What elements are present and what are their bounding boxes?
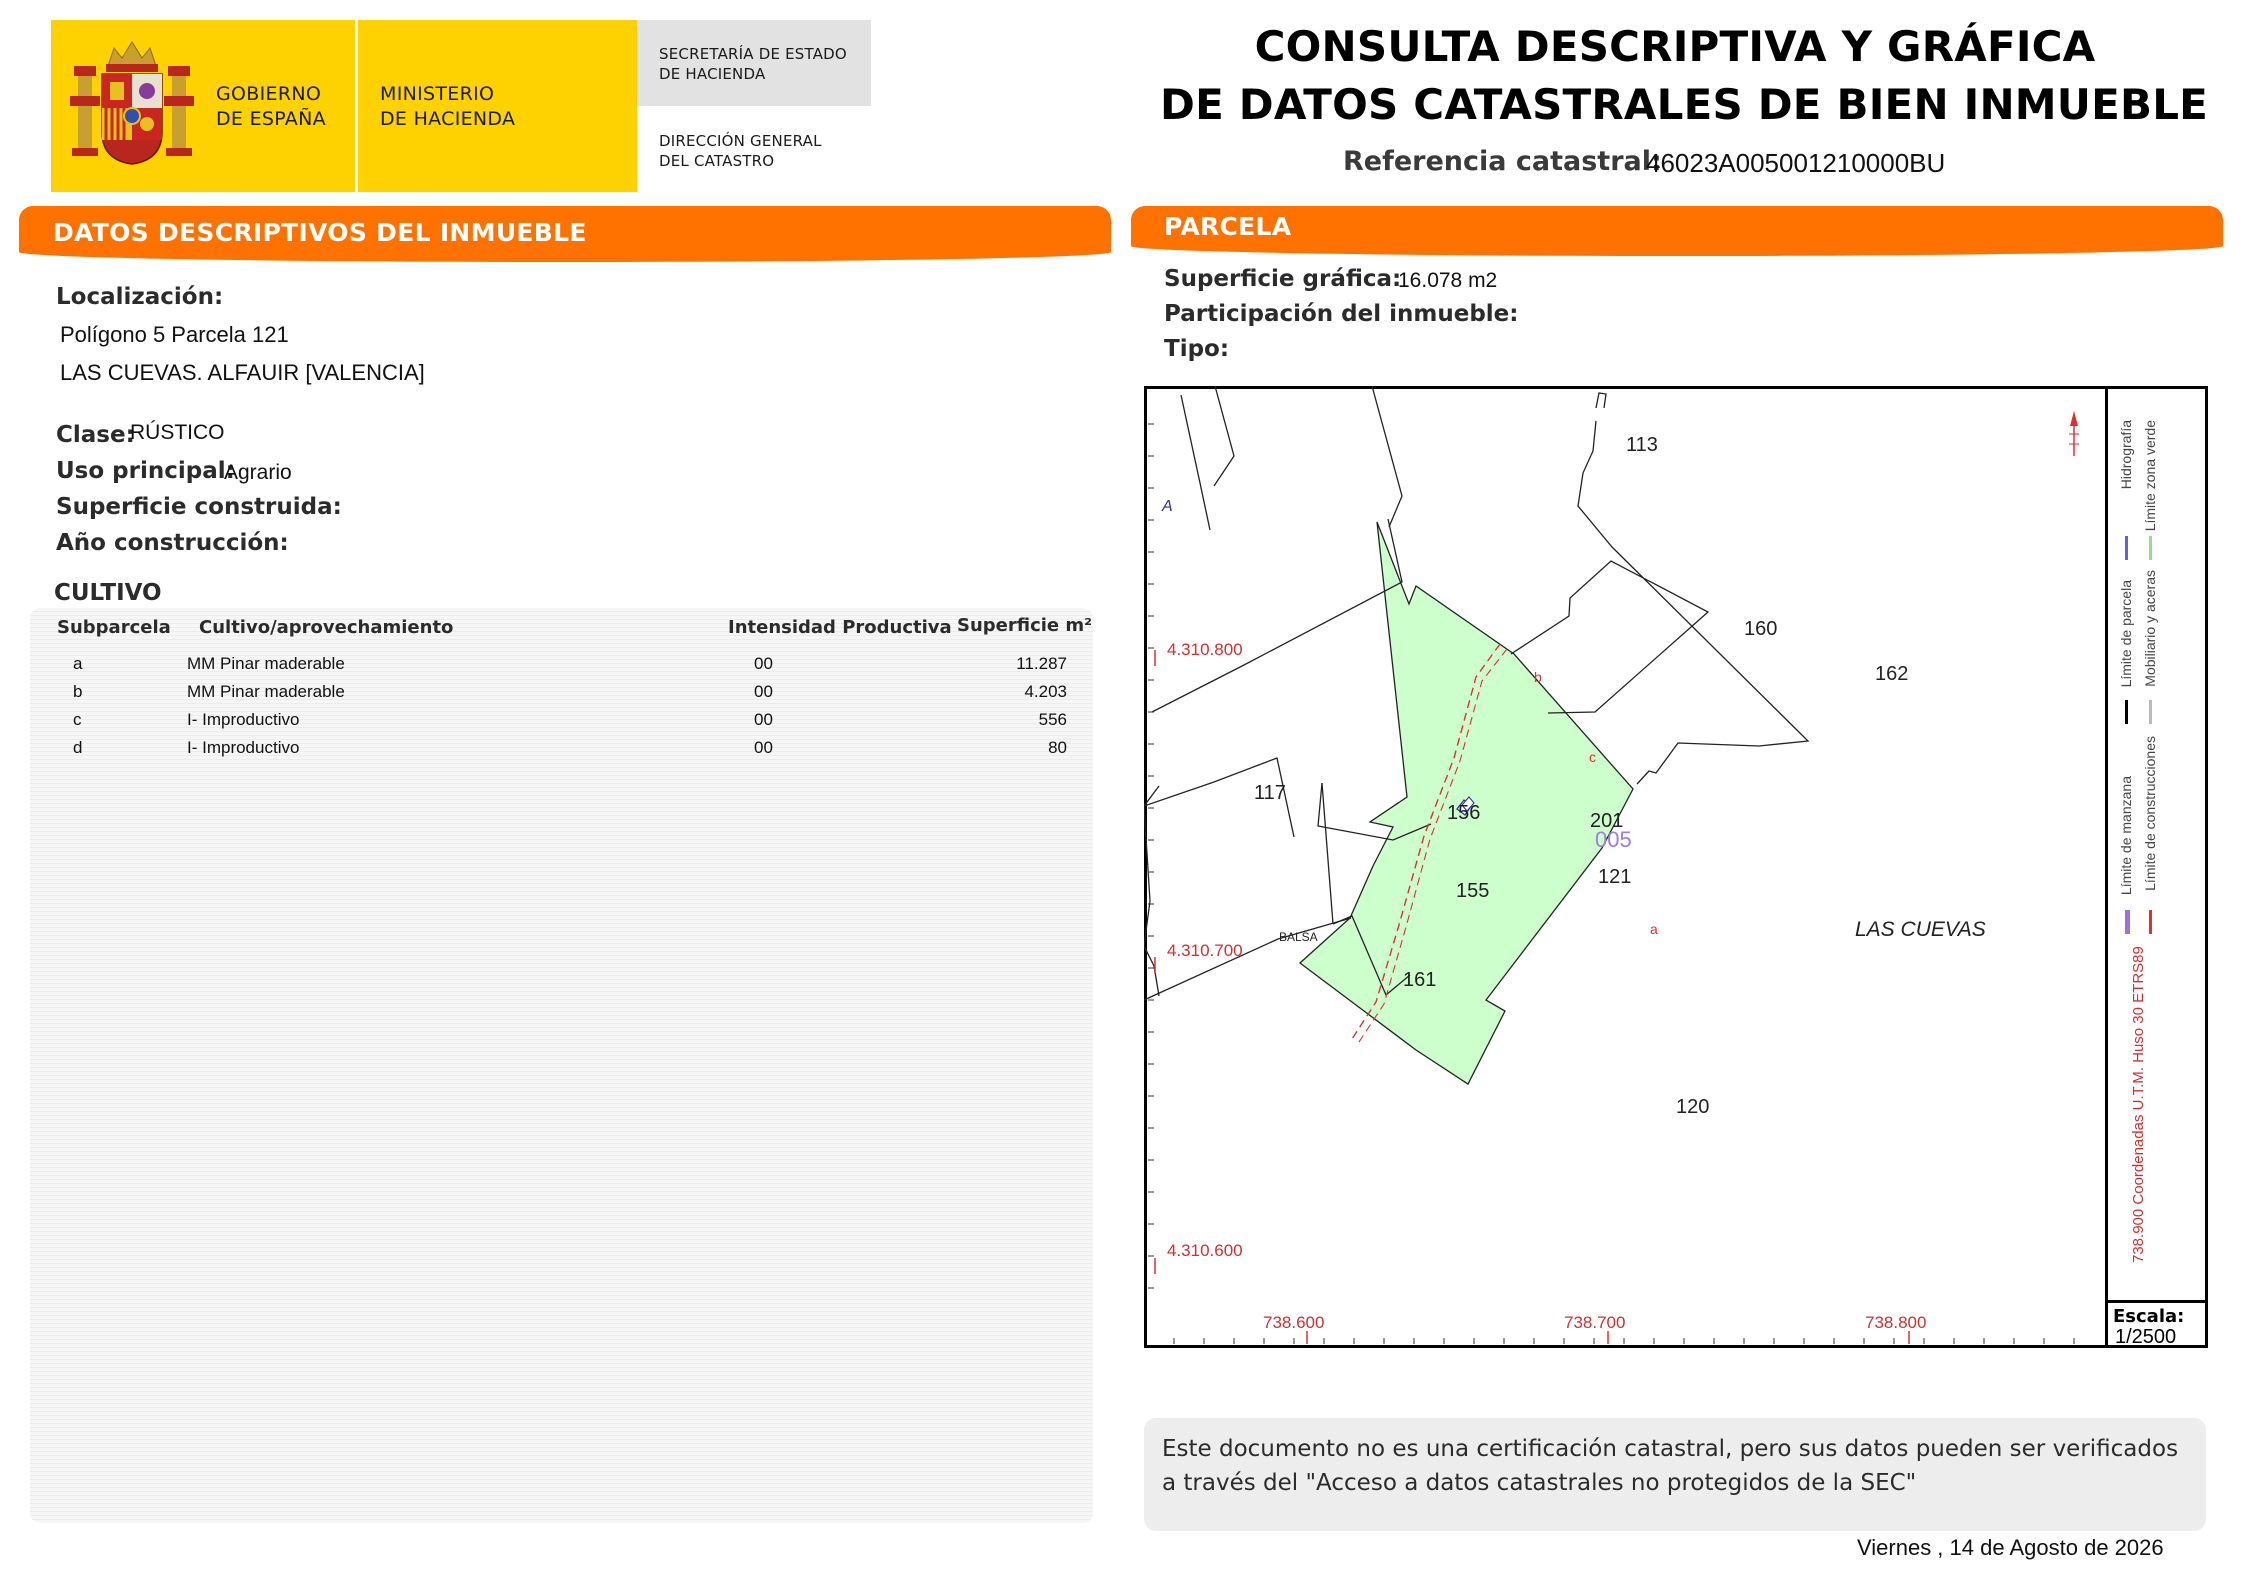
cadastral-reference-value: 46023A005001210000BU	[1646, 148, 1946, 178]
subparcel-b-label: b	[1534, 669, 1542, 685]
datos-section-title: DATOS DESCRIPTIVOS DEL INMUEBLE	[53, 218, 587, 247]
parcel-120-label: 120	[1676, 1096, 1710, 1118]
clase-value: RÚSTICO	[130, 421, 225, 444]
boundary-upper-left	[1152, 519, 1402, 712]
cultivo-title: CULTIVO	[54, 580, 162, 606]
document-title-line1: CONSULTA DESCRIPTIVA Y GRÁFICA	[1254, 22, 2096, 71]
cadastral-reference-label: Referencia catastral:	[1343, 146, 1662, 177]
localizacion-line1: Polígono 5 Parcela 121	[60, 322, 289, 347]
legend-divider	[2105, 386, 2108, 1348]
tipo-label: Tipo:	[1164, 336, 1230, 362]
easting-label-700: 738.700	[1564, 1313, 1626, 1332]
row-c-subparcela: c	[73, 710, 82, 729]
uso-principal-label: Uso principal:	[56, 458, 235, 484]
localizacion-label: Localización:	[56, 284, 224, 310]
legend-label-mobiliario: Mobiliario y aceras	[2142, 570, 2158, 687]
parcela-section-title: PARCELA	[1164, 212, 1292, 241]
legend-swatch-mobiliario	[2149, 700, 2152, 724]
government-name: GOBIERNO DE ESPAÑA	[216, 83, 326, 130]
boundary-parcel-162	[1578, 421, 1808, 784]
legend-swatch-zona-verde	[2149, 536, 2152, 560]
escala-label: Escala:	[2113, 1306, 2185, 1327]
parcel-162-label: 162	[1875, 663, 1909, 685]
corner-label: A	[1162, 498, 1173, 515]
col-header-intensidad: Intensidad Productiva	[728, 617, 952, 638]
row-a-intensidad: 00	[754, 654, 773, 673]
legend-item-manzana	[2118, 776, 2144, 900]
coord-system-item	[2130, 946, 2156, 1263]
parcel-121-label: 121	[1598, 866, 1632, 888]
boundary-113-top	[1181, 395, 1210, 530]
coord-system-label: 738.900 Coordenadas U.T.M. Huso 30 ETRS89	[2130, 946, 2147, 1263]
row-b-subparcela: b	[73, 682, 83, 701]
legend-label-zona-verde: Límite zona verde	[2142, 420, 2158, 532]
ministry-name: MINISTERIO DE HACIENDA	[380, 83, 516, 130]
subparcel-a-label: a	[1650, 921, 1658, 937]
boundary-left-edge	[1144, 786, 1159, 996]
legend-label-hidrografia: Hidrografía	[2118, 420, 2134, 490]
document-date: Viernes , 14 de Agosto de 2026	[1857, 1535, 2164, 1560]
legend-item-construcciones	[2142, 736, 2168, 900]
legend-swatch-manzana	[2125, 910, 2130, 934]
parcel-156-label: 156	[1447, 802, 1481, 824]
parcel-113-label: 113	[1626, 434, 1658, 456]
row-b-cultivo: MM Pinar maderable	[187, 682, 345, 701]
participacion-label: Participación del inmueble:	[1164, 301, 1519, 327]
logo-divider	[355, 20, 358, 192]
row-d-cultivo: I- Improductivo	[187, 738, 300, 757]
legend-label-construcciones: Límite de construcciones	[2142, 736, 2158, 891]
boundary-top-notch	[1596, 393, 1606, 408]
easting-label-600: 738.600	[1263, 1313, 1325, 1332]
row-a-subparcela: a	[73, 654, 83, 673]
legend-swatch-construcciones	[2149, 910, 2152, 934]
superficie-grafica-label: Superficie gráfica:	[1164, 266, 1402, 292]
escala-value: 1/2500	[2115, 1326, 2177, 1348]
legend-item-mobiliario	[2142, 570, 2168, 690]
disclaimer-text: Este documento no es una certificación catastral, pero sus datos pueden ser verificados a través del "Acceso a datos catastrales no protegidos de la SEC"	[1162, 1436, 2179, 1496]
parcela-section-header	[1131, 206, 2223, 246]
row-b-superficie: 4.203	[1024, 682, 1067, 701]
easting-label-800: 738.800	[1865, 1313, 1927, 1332]
escala-divider	[2105, 1300, 2208, 1303]
row-c-intensidad: 00	[754, 710, 773, 729]
legend-label-parcela: Límite de parcela	[2118, 580, 2134, 688]
subparcel-c-label: c	[1589, 749, 1596, 765]
north-arrow-icon	[2069, 411, 2079, 456]
boundary-parcel-156-155	[1322, 783, 1333, 924]
secretariat-name: SECRETARÍA DE ESTADO DE HACIENDA	[659, 45, 847, 83]
col-header-subparcela: Subparcela	[57, 617, 171, 638]
localizacion-line2: LAS CUEVAS. ALFAUIR [VALENCIA]	[60, 360, 425, 385]
left-ruler	[1148, 424, 1154, 1288]
legend-swatch-hidrografia	[2125, 536, 2128, 560]
anio-construccion-label: Año construcción:	[56, 530, 289, 556]
northing-label-700: 4.310.700	[1167, 941, 1243, 960]
boundary-113-left	[1214, 386, 1234, 486]
superficie-grafica-value: 16.078 m2	[1398, 269, 1498, 292]
parcel-201-label: 201	[1590, 810, 1624, 832]
uso-principal-value: Agrario	[224, 461, 292, 484]
parcel-117-label: 117	[1254, 782, 1286, 804]
polygon-005-label: 005	[1595, 827, 1632, 852]
row-a-superficie: 11.287	[1016, 654, 1067, 673]
row-d-intensidad: 00	[754, 738, 773, 757]
superficie-construida-label: Superficie construida:	[56, 494, 342, 520]
col-header-cultivo: Cultivo/aprovechamiento	[199, 617, 454, 638]
row-c-superficie: 556	[1038, 710, 1067, 729]
legend-item-parcela	[2118, 580, 2144, 690]
document-title-line2: DE DATOS CATASTRALES DE BIEN INMUEBLE	[1160, 80, 2209, 129]
row-b-intensidad: 00	[754, 682, 773, 701]
balsa-label: BALSA	[1279, 930, 1318, 944]
col-header-superficie: Superficie m²	[957, 615, 1093, 636]
legend-label-manzana: Límite de manzana	[2118, 776, 2134, 896]
legend-swatch-parcela	[2125, 700, 2128, 724]
parcel-161-label: 161	[1403, 969, 1437, 991]
row-d-superficie: 80	[1048, 738, 1067, 757]
northing-label-800: 4.310.800	[1167, 640, 1243, 659]
coat-of-arms-icon	[70, 36, 194, 170]
parcel-155-label: 155	[1456, 880, 1490, 902]
bottom-ruler	[1174, 1338, 2074, 1344]
row-d-subparcela: d	[73, 738, 83, 757]
row-c-cultivo: I- Improductivo	[187, 710, 300, 729]
place-name-label: LAS CUEVAS	[1855, 918, 1986, 941]
directorate-name: DIRECCIÓN GENERAL DEL CATASTRO	[659, 132, 822, 170]
boundary-113-edge	[1372, 386, 1402, 527]
row-a-cultivo: MM Pinar maderable	[187, 654, 345, 673]
parcel-160-label: 160	[1744, 618, 1778, 640]
clase-label: Clase:	[56, 422, 135, 448]
northing-label-600: 4.310.600	[1167, 1241, 1243, 1260]
